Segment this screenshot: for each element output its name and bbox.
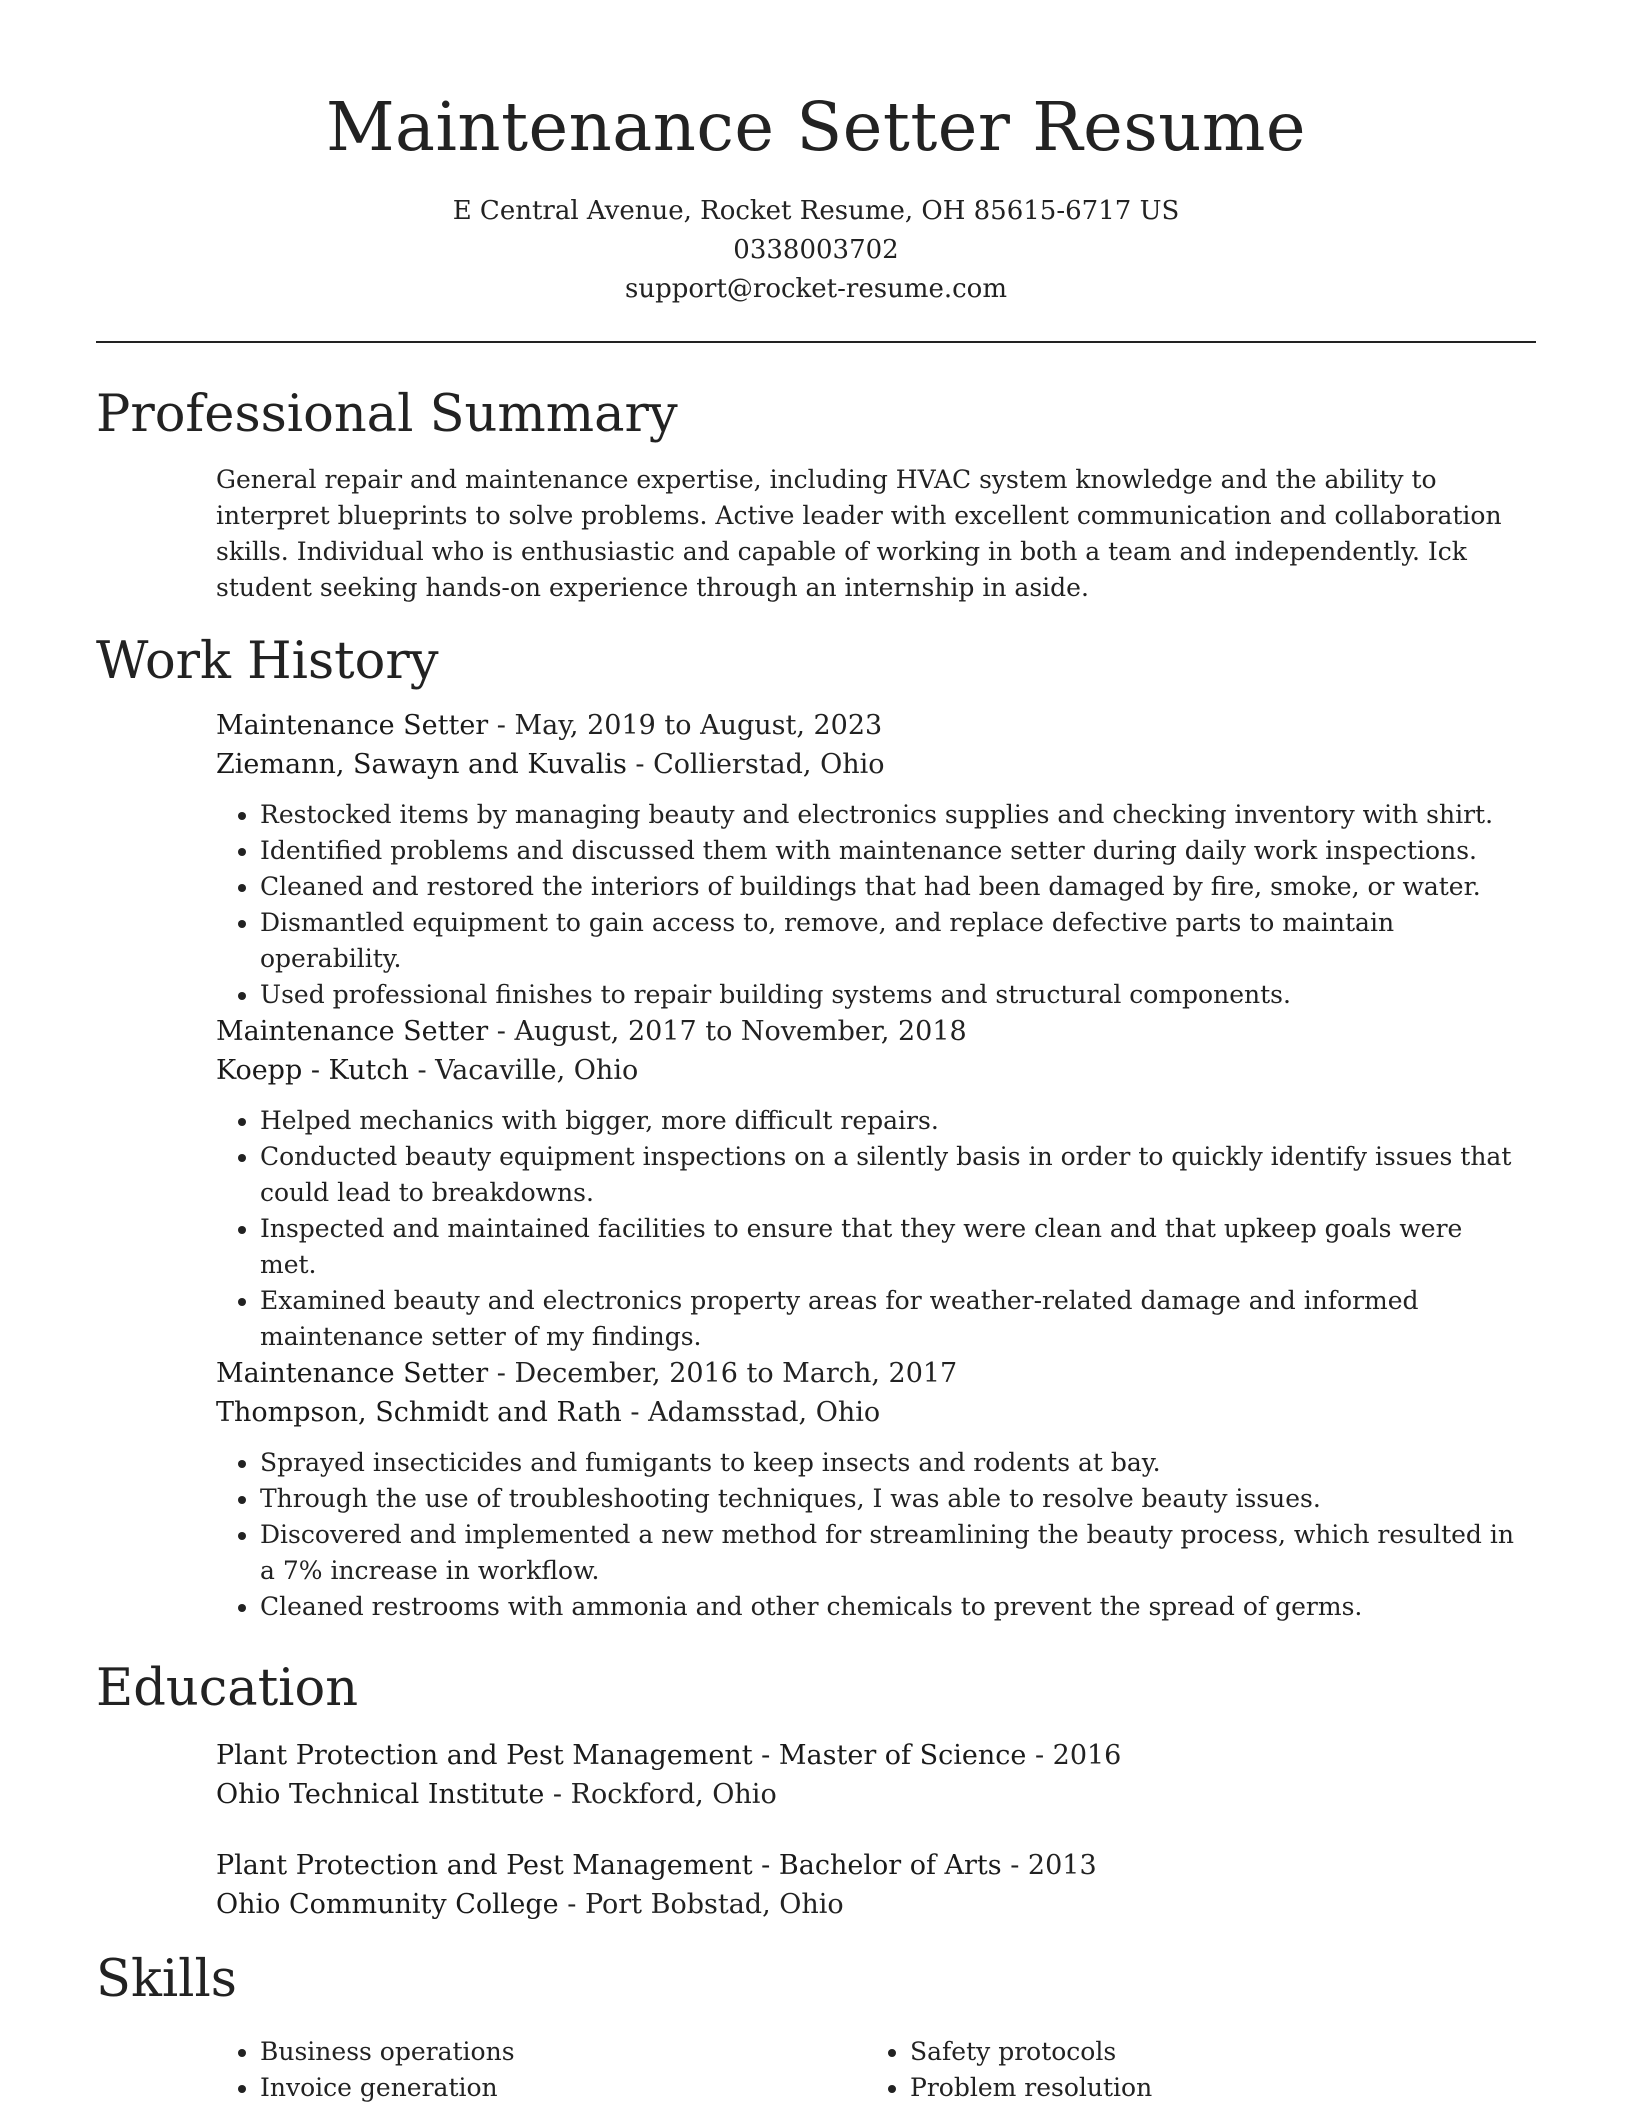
school-location: - Rockford, Ohio (544, 1779, 777, 1810)
skill-item: • Invoice generation (260, 2070, 866, 2106)
school-name: Ohio Technical Institute (216, 1779, 545, 1810)
education-entry (216, 1846, 1516, 1924)
skills-heading: Skills (96, 1950, 237, 2009)
job-bullet: • Restocked items by managing beauty and electronics supplies and checking inventory with shirt. (260, 797, 1516, 833)
degree-field: Plant Protection and Pest Management - Bachelor of Arts (216, 1850, 1002, 1881)
job-role: Maintenance Setter (216, 1358, 489, 1389)
header-divider (96, 341, 1536, 343)
job-bullet: • Sprayed insecticides and fumigants to keep insects and rodents at bay. (260, 1445, 1516, 1481)
job-company: Ziemann, Sawayn and Kuvalis (216, 749, 627, 780)
job-bullet: • Through the use of troubleshooting techniques, I was able to resolve beauty issues. (260, 1481, 1516, 1517)
contact-info (96, 192, 1536, 309)
job-entry (216, 1354, 1516, 1625)
school-line (216, 1775, 1516, 1814)
job-bullet: • Examined beauty and electronics property areas for weather-related damage and informed maintenance setter of my findings. (260, 1283, 1516, 1355)
skill-item: • Problem resolution (910, 2070, 1516, 2106)
job-entry (216, 706, 1516, 1013)
job-role: Maintenance Setter (216, 710, 489, 741)
job-location: - Adamsstad, Ohio (621, 1397, 881, 1428)
degree-line (216, 1736, 1516, 1775)
degree-year: - 2013 (1001, 1850, 1097, 1881)
job-bullets (216, 1103, 1516, 1355)
job-company: Koepp - Kutch (216, 1055, 409, 1086)
skills-list (216, 2034, 1516, 2106)
job-bullets (216, 1445, 1516, 1625)
degree-field: Plant Protection and Pest Management - Master of Science (216, 1740, 1027, 1771)
job-bullet: • Discovered and implemented a new method for streamlining the beauty process, which resulted in a 7% increase in workflow. (260, 1517, 1516, 1589)
job-bullet: • Conducted beauty equipment inspections on a silently basis in order to quickly identify issues that could lead to breakdowns. (260, 1139, 1516, 1211)
resume-header (96, 86, 1536, 309)
job-company-line (216, 1393, 1516, 1432)
skills-column-right (866, 2034, 1516, 2106)
summary-heading: Professional Summary (96, 385, 678, 444)
job-role: Maintenance Setter (216, 1016, 489, 1047)
job-title-line (216, 1012, 1516, 1051)
job-company-line (216, 1051, 1516, 1090)
email: support@rocket-resume.com (624, 274, 1007, 304)
work-history-heading: Work History (96, 632, 439, 691)
skills-column-left (216, 2034, 866, 2106)
job-company: Thompson, Schmidt and Rath (216, 1397, 622, 1428)
job-bullet: • Dismantled equipment to gain access to, remove, and replace defective parts to maintain operability. (260, 905, 1516, 977)
job-bullet: • Inspected and maintained facilities to ensure that they were clean and that upkeep goals were met. (260, 1211, 1516, 1283)
job-title-line (216, 706, 1516, 745)
job-bullets (216, 797, 1516, 1013)
job-entry (216, 1012, 1516, 1355)
job-dates: - August, 2017 to November, 2018 (488, 1016, 967, 1047)
job-bullet: • Cleaned restrooms with ammonia and other chemicals to prevent the spread of germs. (260, 1589, 1516, 1625)
resume-name: Maintenance Setter Resume (325, 88, 1307, 166)
job-bullet: • Helped mechanics with bigger, more difficult repairs. (260, 1103, 1516, 1139)
education-heading: Education (96, 1659, 359, 1718)
job-bullet: • Identified problems and discussed them with maintenance setter during daily work inspections. (260, 833, 1516, 869)
job-dates: - May, 2019 to August, 2023 (488, 710, 883, 741)
skill-item: • Safety protocols (910, 2034, 1516, 2070)
job-location: - Collierstad, Ohio (626, 749, 885, 780)
education-entry (216, 1736, 1516, 1814)
skill-item: • Business operations (260, 2034, 866, 2070)
job-bullet: • Cleaned and restored the interiors of buildings that had been damaged by fire, smoke, or water. (260, 869, 1516, 905)
phone: 0338003702 (733, 235, 899, 265)
job-company-line (216, 745, 1516, 784)
degree-year: - 2016 (1026, 1740, 1122, 1771)
job-location: - Vacaville, Ohio (408, 1055, 639, 1086)
school-name: Ohio Community College (216, 1889, 559, 1920)
job-bullet: • Used professional finishes to repair building systems and structural components. (260, 977, 1516, 1013)
degree-line (216, 1846, 1516, 1885)
address: E Central Avenue, Rocket Resume, OH 85615-6717 US (452, 196, 1180, 226)
job-title-line (216, 1354, 1516, 1393)
school-line (216, 1885, 1516, 1924)
summary-text: General repair and maintenance expertise, including HVAC system knowledge and the ability to interpret blueprints to solve problems. Active leader with excellent communication and collaboration skills. Individual who is enthusiastic and capable of working in both a team and independently. Ick student seeking hands-on experience through an internship in aside. (216, 465, 1502, 602)
school-location: - Port Bobstad, Ohio (558, 1889, 844, 1920)
job-dates: - December, 2016 to March, 2017 (488, 1358, 958, 1389)
